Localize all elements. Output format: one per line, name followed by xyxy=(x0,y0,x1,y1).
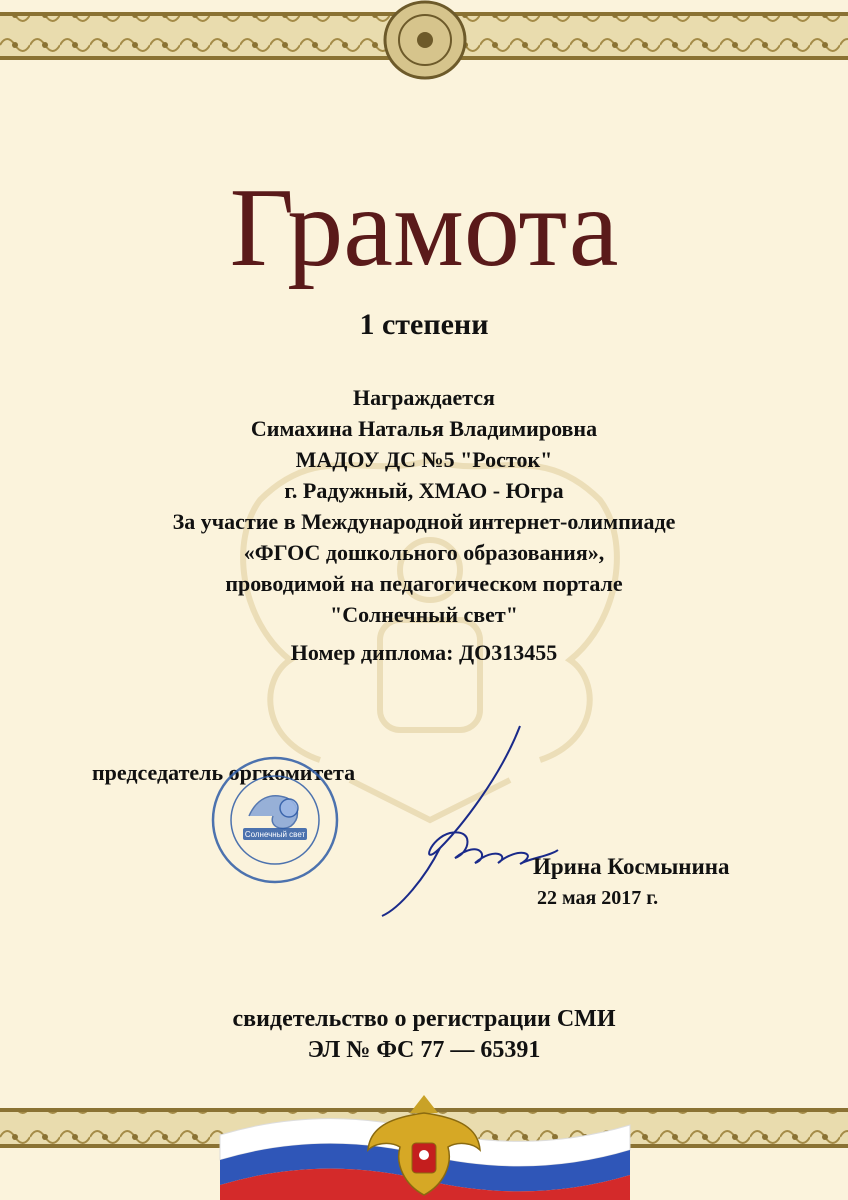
portal-name: "Солнечный свет" xyxy=(330,602,518,627)
portal-line: проводимой на педагогическом портале xyxy=(225,571,623,596)
certificate-degree: 1 степени xyxy=(359,308,489,341)
handwritten-signature xyxy=(380,718,560,918)
signer-role: председатель оргкомитета xyxy=(92,760,356,785)
recipient-city: г. Радужный, ХМАО - Югра xyxy=(284,478,564,503)
recipient-organization: МАДОУ ДС №5 "Росток" xyxy=(295,447,553,472)
diploma-number: Номер диплома: ДО313455 xyxy=(290,640,558,665)
organization-stamp xyxy=(209,754,341,886)
registration-number: ЭЛ № ФС 77 — 65391 xyxy=(307,1037,541,1063)
awarded-label: Награждается xyxy=(353,385,495,410)
russian-flag-emblem xyxy=(200,1095,648,1200)
issue-date: 22 мая 2017 г. xyxy=(537,887,659,909)
award-reason: За участие в Международной интернет-олимпиаде xyxy=(172,509,676,534)
registration-certificate: свидетельство о регистрации СМИ xyxy=(232,1006,616,1032)
certificate-title: Грамота xyxy=(229,166,619,290)
top-ornamental-border xyxy=(0,0,848,80)
signer-name: Ирина Космынина xyxy=(533,854,730,879)
stamp-label: Солнечный свет xyxy=(244,830,306,839)
olympiad-name: «ФГОС дошкольного образования», xyxy=(243,540,605,565)
recipient-name: Симахина Наталья Владимировна xyxy=(250,416,598,441)
